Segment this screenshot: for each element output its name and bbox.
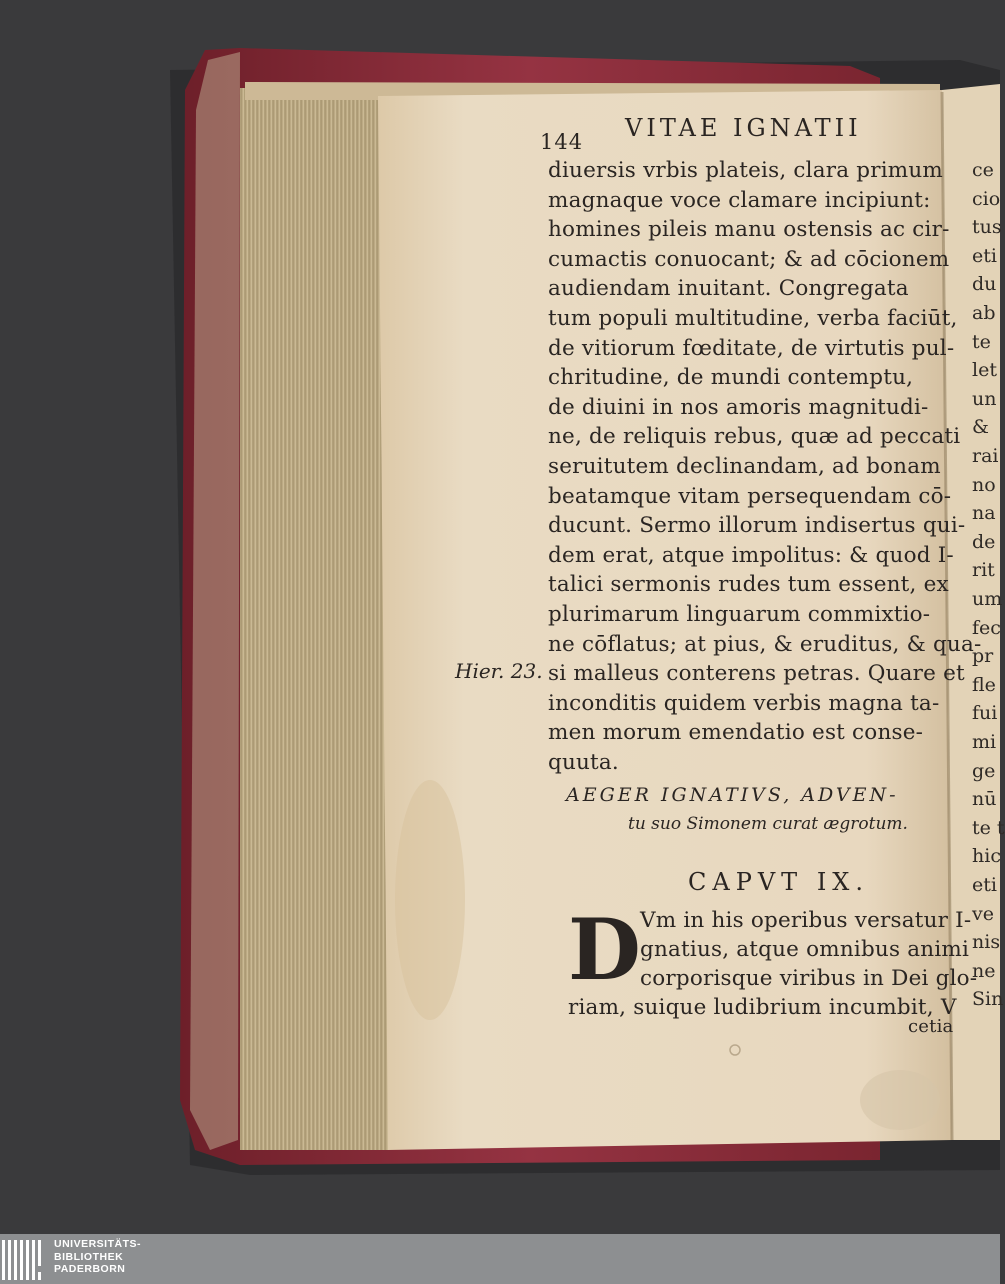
recto-fragment: un <box>972 387 997 410</box>
recto-fragment: de <box>972 530 996 553</box>
recto-fragment: rai <box>972 445 999 467</box>
body-line: men morum emendatio est conse- <box>548 720 924 746</box>
recto-fragment: eti <box>972 244 997 267</box>
recto-fragment: ab <box>972 302 996 324</box>
page-edges <box>240 88 388 1150</box>
paper-stain <box>860 1070 940 1130</box>
recto-fragment: te <box>972 330 991 353</box>
body-line: diuersis vrbis plateis, clara primum <box>548 158 943 183</box>
chapter-line: riam, suique ludibrium incumbit, V <box>568 995 957 1020</box>
body-line: plurimarum linguarum commixtio- <box>548 602 931 627</box>
chapter-line: Vm in his operibus versatur I- <box>640 908 972 933</box>
body-line: si malleus conterens petras. Quare et <box>548 661 965 687</box>
margin-note: Hier. 23. <box>455 659 543 683</box>
recto-fragment: na <box>972 502 996 525</box>
body-line: beatamque vitam persequendam cō- <box>548 483 952 509</box>
recto-fragment: fec <box>972 616 1001 639</box>
library-name <box>54 1238 141 1276</box>
paper-stain <box>395 780 465 1020</box>
footer-bar <box>0 1234 1000 1284</box>
recto-fragment: cio <box>972 187 1001 210</box>
library-logo-icon <box>0 1234 48 1284</box>
cover-wear <box>190 52 240 1150</box>
recto-fragment: no <box>972 473 996 496</box>
library-name-line2: BIBLIOTHEK <box>54 1250 124 1263</box>
chapter-line: corporisque viribus in Dei glo- <box>640 966 978 991</box>
body-line: talici sermonis rudes tum essent, ex <box>548 572 949 598</box>
recto-fragment: pr <box>972 645 994 668</box>
body-line: cumactis conuocant; & ad cōcionem <box>548 246 950 272</box>
chapter-title: CAPVT IX. <box>688 868 870 896</box>
recto-fragment: & <box>972 416 989 439</box>
recto-fragment: mi <box>972 731 997 753</box>
recto-fragment: ne <box>972 959 996 982</box>
body-line: dem erat, atque impolitus: & quod I- <box>548 542 954 568</box>
body-line: quuta. <box>548 750 619 775</box>
recto-fragment: ge <box>972 759 996 782</box>
recto-fragment: nis <box>972 931 1001 954</box>
body-line: de vitiorum fœditate, de virtutis pul- <box>548 335 955 361</box>
recto-fragment: fle <box>972 673 996 696</box>
body-line: tum populi multitudine, verba faciūt, <box>548 306 958 331</box>
catchword: cetia <box>908 1016 954 1037</box>
recto-fragment: nū <box>972 788 997 811</box>
recto-fragment: Sin <box>972 988 1004 1011</box>
body-line: ducunt. Sermo illorum indisertus qui- <box>548 513 966 539</box>
body-line: seruitutem declinandam, ad bonam <box>548 454 941 479</box>
library-name-line3: PADERBORN <box>54 1263 126 1275</box>
body-line: ne, de reliquis rebus, quæ ad peccati <box>548 424 961 450</box>
recto-fragment: let <box>972 359 997 382</box>
body-line: homines pileis manu ostensis ac cir- <box>548 217 950 243</box>
chapter-line: gnatius, atque omnibus animi <box>640 937 970 962</box>
recto-fragment: um <box>972 588 1003 610</box>
running-head: VITAE IGNATII <box>625 114 862 142</box>
body-line: inconditis quidem verbis magna ta- <box>548 690 940 716</box>
body-line: ne cōflatus; at pius, & eruditus, & qua- <box>548 631 982 657</box>
recto-fragment: fui <box>972 702 998 725</box>
recto-fragment: hic <box>972 845 1001 868</box>
section-caption-sub: tu suo Simonem curat ægrotum. <box>628 814 908 834</box>
recto-fragment: ve <box>972 902 994 925</box>
body-line: audiendam inuitant. Congregata <box>548 276 909 302</box>
section-caption: AEGER IGNATIVS, ADVEN- <box>566 784 899 806</box>
page-number: 144 <box>540 130 584 154</box>
recto-fragment: rit <box>972 559 995 582</box>
recto-fragment: tus <box>972 216 1002 239</box>
body-line: chritudine, de mundi contemptu, <box>548 365 914 391</box>
verso-page <box>378 90 955 1150</box>
recto-fragment: ce <box>972 159 994 181</box>
body-line: de diuini in nos amoris magnitudi- <box>548 394 929 420</box>
drop-cap: D <box>568 900 641 999</box>
body-line: magnaque voce clamare incipiunt: <box>548 187 931 213</box>
recto-fragment: du <box>972 273 997 296</box>
library-name-line1: UNIVERSITÄTS- <box>54 1238 142 1250</box>
recto-fragment: te t <box>972 816 1005 839</box>
recto-fragment: eti <box>972 874 997 896</box>
